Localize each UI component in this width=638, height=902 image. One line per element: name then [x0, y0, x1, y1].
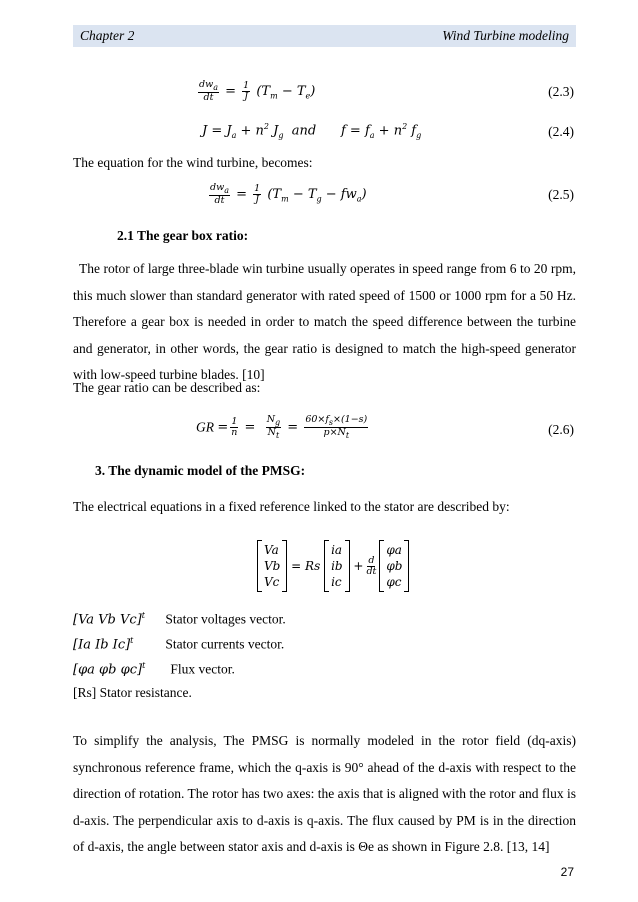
legend-desc: Stator currents vector. [165, 636, 285, 652]
and-word: and [291, 123, 317, 139]
legend-vector: [φa φb φc] [73, 662, 143, 678]
legend-desc: Stator voltages vector. [165, 611, 286, 627]
legend-voltage [73, 611, 286, 627]
equation-2-3: $\frac{dw_a}{dt}$ = $\frac{1}{J}$ $(T_m - T_e)$ (2.3) [199, 79, 574, 104]
section-heading-2-1: 2.1 The gear box ratio: [117, 228, 249, 243]
equation-number: (2.4) [548, 124, 574, 139]
body-text: The gear ratio can be described as: [73, 380, 261, 395]
equation-number: (2.3) [548, 84, 574, 99]
page-number: 27 [560, 865, 574, 879]
section-heading-3: 3. The dynamic model of the PMSG: [95, 463, 306, 478]
legend-desc: Flux vector. [170, 661, 235, 677]
legend-vector-sup: t [142, 661, 146, 670]
page-header [73, 25, 576, 47]
matrix-equation: Va Vb Vc = Rs ia ib ic + $\frac{d}{dt}$ φa φb φc [0, 540, 638, 600]
legend-flux [73, 661, 235, 677]
equation-2-5: $\frac{dw_a}{dt}$ = $\frac{1}{J}$ $(T_m - T_g - fw_a)$ (2.5) [210, 182, 574, 207]
equation-number: (2.6) [548, 422, 574, 437]
legend-resistance: [Rs] Stator resistance. [73, 685, 192, 700]
header-chapter: Chapter 2 [80, 28, 135, 43]
legend-vector: [Ia Ib Ic] [73, 637, 131, 653]
equation-2-4: $J = J_a + n^2$ $J_g$ and $f = f_a + n^2$ $f_g$ (2.4) [202, 122, 574, 140]
gr-label: GR [196, 419, 214, 435]
equation-2-6: GR = $\frac{1}{n}$ = $\frac{N_g}{N_t}$ = $\frac{60\times f_s\times(1-s)}{p\times N_t}$ (2.6) [196, 414, 574, 441]
body-paragraph: The rotor of large three-blade win turbine usually operates in speed range from 6 to 20 rpm, this much slower than standard generator with rated speed of 1500 or 1000 rpm for a 50 Hz. Therefore a gear box is needed in order to match the speed difference between the turbine and generator, in other words, the gear ratio is designed to match the high-speed generator with low-speed turbine blades. [10] [73, 261, 576, 382]
legend-vector-sup: t [141, 611, 145, 620]
body-text: The equation for the wind turbine, becomes: [73, 155, 313, 170]
legend-current [73, 636, 284, 652]
header-section: Wind Turbine modeling [442, 28, 569, 43]
body-text: The electrical equations in a fixed reference linked to the stator are described by: [73, 499, 510, 514]
legend-vector: [Va Vb Vc] [73, 612, 142, 628]
equation-number: (2.5) [548, 187, 574, 202]
legend-vector-sup: t [130, 636, 134, 645]
body-paragraph: To simplify the analysis, The PMSG is normally modeled in the rotor field (dq-axis) synchronous reference frame, which the q-axis is 90° ahead of the d-axis with respect to the direction of rotation. The rotor has two axes: the axis that is aligned with the rotor and flux is d-axis. The perpendicular axis to d-axis is q-axis. The flux caused by PM is in the direction of d-axis, the angle between stator axis and d-axis is Θe as shown in Figure 2.8. [13, 14] [73, 733, 576, 854]
